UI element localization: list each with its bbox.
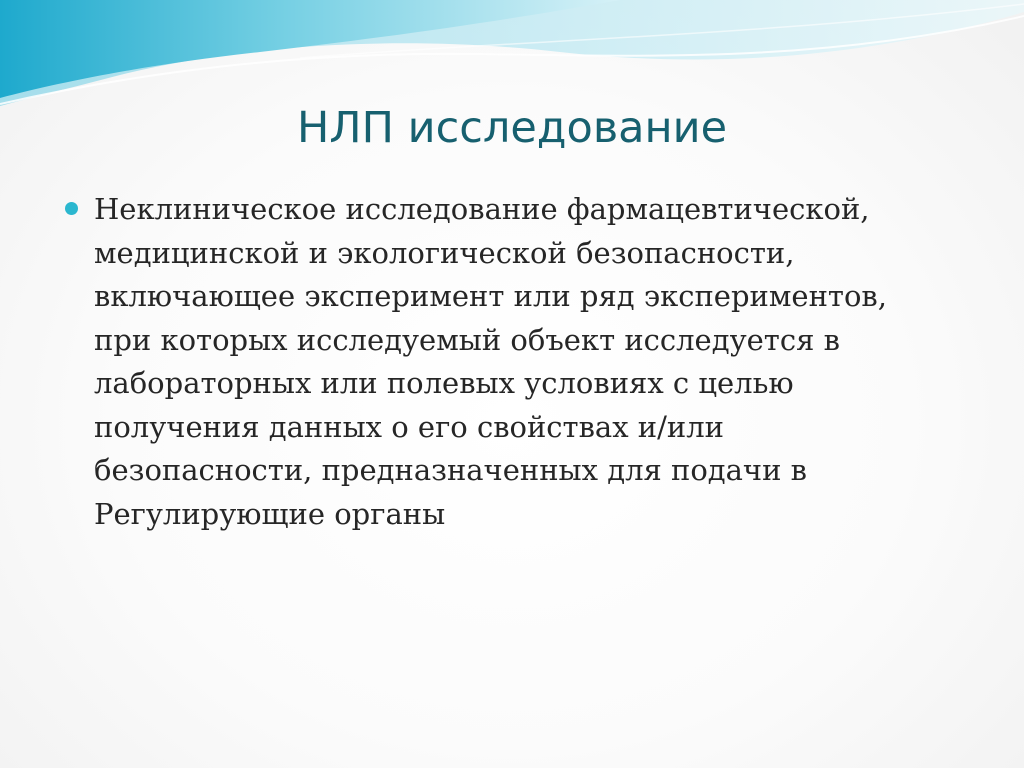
bullet-item [94,188,974,536]
bullet-text-line: Регулирующие органы [94,496,446,531]
bullet-icon [65,202,78,215]
bullet-text-line: безопасности, предназначенных для подачи в [94,453,807,487]
bullet-text-line: Неклиническое исследование фармацевтической, [94,192,870,226]
bullet-text-line: лабораторных или полевых условиях с целью [94,366,794,400]
bullet-text-line: при которых исследуемый объект исследуется в [94,322,840,357]
slide-content [94,188,974,536]
wave-layer-front [0,0,620,98]
bullet-text-line: включающее эксперимент или ряд экспериментов, [94,279,887,313]
bullet-text-line: получения данных о его свойствах и/или [94,409,724,444]
bullet-text-line: медицинской и экологической безопасности, [94,235,795,270]
slide-title: НЛП исследование [296,103,728,153]
